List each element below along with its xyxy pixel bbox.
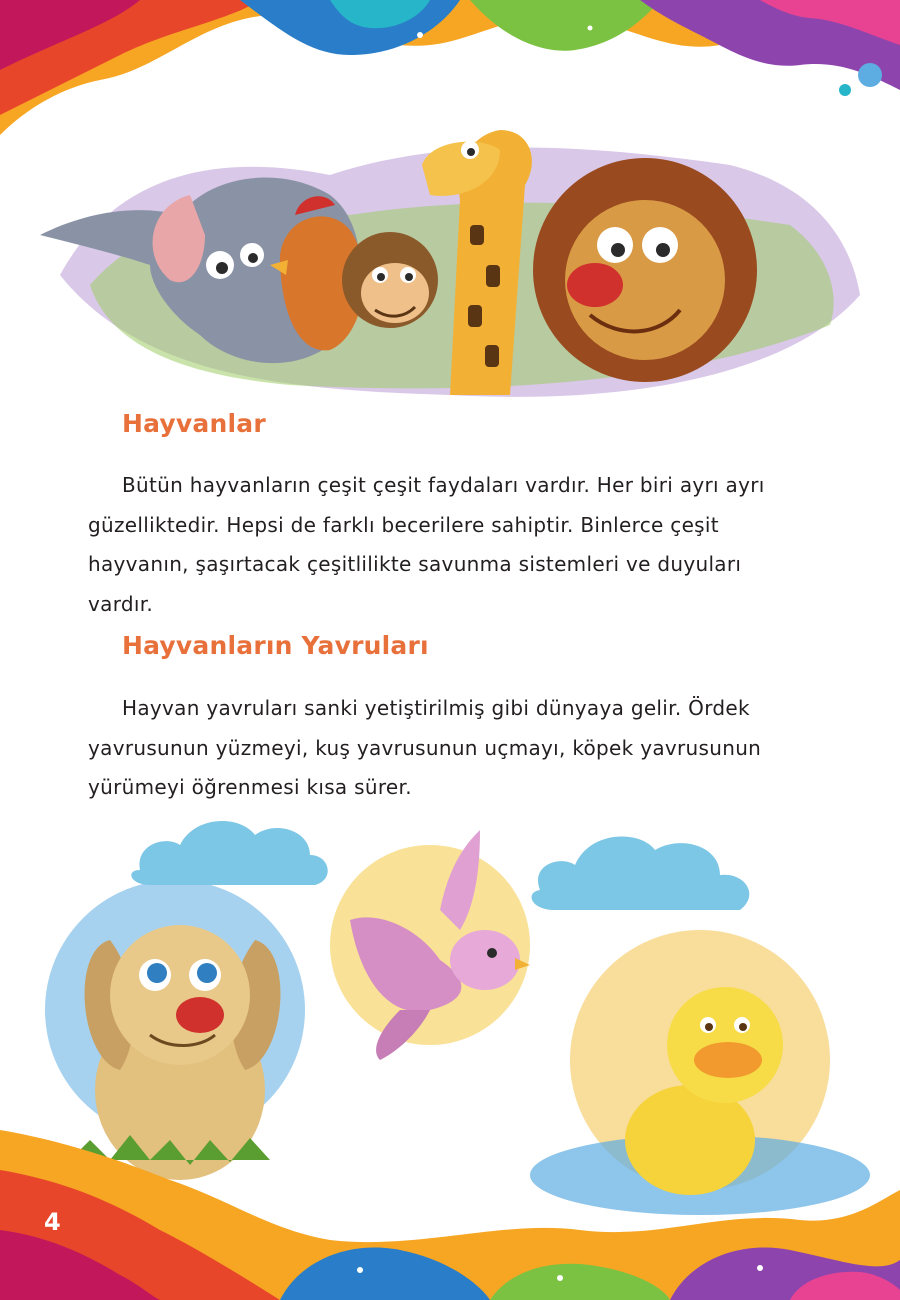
lion — [533, 158, 757, 382]
bottom-swirl-border — [0, 1100, 900, 1300]
section-body-animals: Bütün hayvanların çeşit çeşit faydaları vardır. Her biri ayrı ayrı güzelliktedir. Hepsi de farklı becerilere sahiptir. Binlerce çeşit hayvanın, şaşırtacak çeşitlilikte savunma sistemleri ve duyuları vardır. — [88, 473, 765, 616]
cloud-right — [532, 836, 750, 910]
section-heading-animal-babies: Hayvanların Yavruları — [122, 631, 429, 660]
section-heading-animals: Hayvanlar — [122, 409, 266, 438]
page-number: 4 — [44, 1208, 61, 1236]
section-body-animal-babies: Hayvan yavruları sanki yetiştirilmiş gibi dünyaya gelir. Ördek yavrusunun yüzmeyi, kuş yavrusunun uçmayı, köpek yavrusunun yürümeyi öğrenmesi kısa sürer. — [88, 696, 762, 799]
monkey — [342, 232, 438, 328]
animals-group-illustration — [30, 105, 870, 405]
cloud-left — [131, 821, 327, 885]
